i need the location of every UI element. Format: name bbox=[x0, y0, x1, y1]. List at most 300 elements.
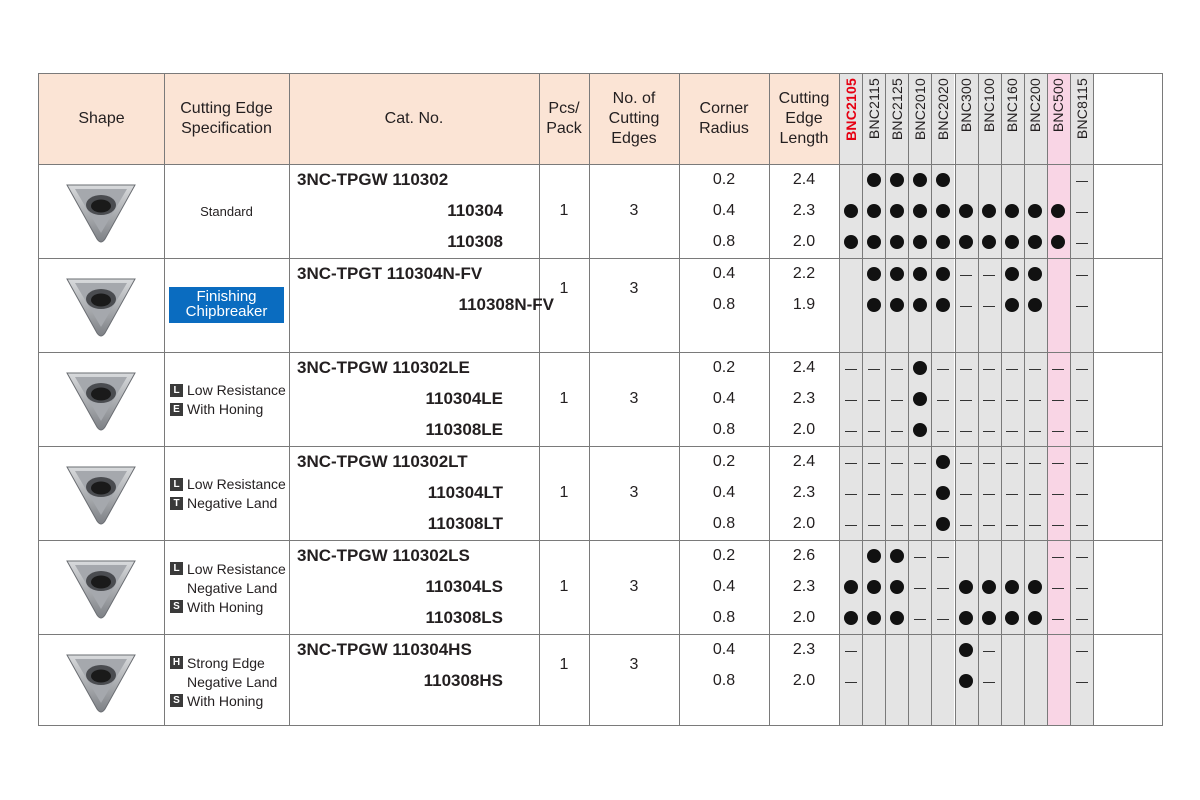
not-available-dash bbox=[1047, 611, 1070, 627]
not-available-dash bbox=[955, 517, 978, 533]
not-available-dash bbox=[955, 267, 978, 283]
not-available-dash bbox=[978, 517, 1001, 533]
availability-dot bbox=[1024, 267, 1047, 283]
spec-line bbox=[170, 672, 289, 691]
availability-dot bbox=[931, 173, 954, 189]
spec-line-text: Strong Edge bbox=[187, 654, 265, 671]
catalog-number: 110304LT bbox=[427, 483, 503, 502]
grade-name: BNC160 bbox=[1004, 78, 1021, 133]
not-available-dash bbox=[839, 517, 862, 533]
availability-dot bbox=[931, 486, 954, 502]
availability-dot bbox=[931, 298, 954, 314]
spec-letter-icon bbox=[170, 581, 183, 594]
not-available-dash bbox=[885, 486, 908, 502]
corner-radius: 0.2 bbox=[712, 547, 736, 564]
spec-letter-icon: L bbox=[170, 562, 183, 575]
column-divider bbox=[1093, 74, 1094, 725]
availability-dot bbox=[885, 580, 908, 596]
grade-name: BNC8115 bbox=[1073, 78, 1090, 140]
not-available-dash bbox=[908, 486, 931, 502]
grade-header bbox=[885, 74, 908, 164]
not-available-dash bbox=[978, 423, 1001, 439]
availability-dot bbox=[885, 611, 908, 627]
spec-line-text: Low Resistance bbox=[187, 476, 286, 492]
availability-dot bbox=[885, 298, 908, 314]
spec-line-text: With Honing bbox=[187, 692, 264, 709]
spec-line bbox=[170, 400, 289, 419]
availability-dot bbox=[1024, 611, 1047, 627]
spec-line-text: With Honing bbox=[187, 598, 264, 615]
not-available-dash bbox=[955, 423, 978, 439]
not-available-dash bbox=[839, 674, 862, 690]
availability-dot bbox=[931, 204, 954, 220]
corner-radius: 0.2 bbox=[712, 453, 736, 470]
not-available-dash bbox=[1070, 361, 1093, 377]
not-available-dash bbox=[908, 517, 931, 533]
availability-dot bbox=[1001, 580, 1024, 596]
availability-dot bbox=[908, 392, 931, 408]
availability-dot bbox=[885, 267, 908, 283]
availability-dot bbox=[839, 611, 862, 627]
not-available-dash bbox=[885, 423, 908, 439]
not-available-dash bbox=[862, 423, 885, 439]
header-edges-line: No. of bbox=[612, 90, 656, 107]
grade-name: BNC300 bbox=[958, 78, 975, 133]
header-length-line: Length bbox=[779, 130, 829, 147]
grade-name: BNC2010 bbox=[911, 78, 928, 141]
spec-letters bbox=[170, 559, 289, 616]
corner-radius: 0.8 bbox=[712, 515, 736, 532]
catalog-number: 3NC-TPGW 110302LS bbox=[297, 546, 470, 565]
not-available-dash bbox=[978, 643, 1001, 659]
availability-dot bbox=[1024, 580, 1047, 596]
corner-radius: 0.8 bbox=[712, 421, 736, 438]
not-available-dash bbox=[1024, 455, 1047, 471]
cutting-edges-count: 3 bbox=[629, 279, 639, 297]
not-available-dash bbox=[862, 392, 885, 408]
header-radius-line: Corner bbox=[699, 100, 749, 117]
availability-dot bbox=[862, 580, 885, 596]
catalog-number: 110308N-FV bbox=[458, 295, 554, 314]
spec-letter-icon: H bbox=[170, 656, 183, 669]
not-available-dash bbox=[1001, 423, 1024, 439]
cutting-edge-length: 2.0 bbox=[792, 515, 816, 532]
availability-dot bbox=[978, 611, 1001, 627]
grade-header bbox=[931, 74, 954, 164]
availability-dot bbox=[908, 298, 931, 314]
availability-dot bbox=[955, 674, 978, 690]
corner-radius: 0.8 bbox=[712, 233, 736, 250]
header-edges bbox=[589, 74, 679, 164]
spec-line-text: Low Resistance bbox=[187, 382, 286, 398]
cutting-edge-length: 2.0 bbox=[792, 233, 816, 250]
not-available-dash bbox=[955, 455, 978, 471]
cutting-edge-length: 2.4 bbox=[792, 453, 816, 470]
spec-letters bbox=[170, 653, 289, 710]
grade-name: BNC100 bbox=[981, 78, 998, 133]
catalog-number: 110304LS bbox=[425, 577, 503, 596]
pcs-per-pack: 1 bbox=[559, 655, 569, 673]
row-group-divider bbox=[39, 634, 1162, 635]
not-available-dash bbox=[1001, 517, 1024, 533]
row-group-divider bbox=[39, 540, 1162, 541]
not-available-dash bbox=[955, 392, 978, 408]
not-available-dash bbox=[931, 580, 954, 596]
header-catno-line: Cat. No. bbox=[384, 110, 444, 127]
spec-line bbox=[170, 559, 289, 578]
corner-radius: 0.8 bbox=[712, 672, 736, 689]
spec-standard bbox=[164, 165, 289, 258]
spec-letter-icon: S bbox=[170, 694, 183, 707]
not-available-dash bbox=[839, 486, 862, 502]
availability-dot bbox=[1024, 298, 1047, 314]
spec-line bbox=[170, 381, 289, 400]
not-available-dash bbox=[1070, 298, 1093, 314]
not-available-dash bbox=[1070, 580, 1093, 596]
spec-line bbox=[170, 494, 289, 513]
grade-header bbox=[862, 74, 885, 164]
not-available-dash bbox=[908, 455, 931, 471]
availability-dot bbox=[931, 267, 954, 283]
not-available-dash bbox=[978, 455, 1001, 471]
grade-name: BNC200 bbox=[1027, 78, 1044, 133]
not-available-dash bbox=[931, 392, 954, 408]
corner-radius: 0.8 bbox=[712, 296, 736, 313]
not-available-dash bbox=[978, 674, 1001, 690]
cutting-edge-length: 1.9 bbox=[792, 296, 816, 313]
triangle-insert-icon bbox=[61, 461, 141, 527]
availability-dot bbox=[1047, 235, 1070, 251]
not-available-dash bbox=[1047, 517, 1070, 533]
not-available-dash bbox=[1070, 455, 1093, 471]
availability-dot bbox=[1001, 298, 1024, 314]
availability-dot bbox=[978, 580, 1001, 596]
availability-dot bbox=[862, 173, 885, 189]
not-available-dash bbox=[1070, 611, 1093, 627]
availability-dot bbox=[955, 643, 978, 659]
not-available-dash bbox=[931, 423, 954, 439]
spec-line bbox=[170, 578, 289, 597]
availability-dot bbox=[908, 423, 931, 439]
header-edges-line: Cutting bbox=[608, 110, 660, 127]
grade-header bbox=[1047, 74, 1070, 164]
cutting-edges-count: 3 bbox=[629, 201, 639, 219]
catalog-number: 110308 bbox=[447, 232, 503, 251]
not-available-dash bbox=[1024, 392, 1047, 408]
not-available-dash bbox=[1024, 361, 1047, 377]
spec-letter-icon bbox=[170, 675, 183, 688]
availability-dot bbox=[1001, 235, 1024, 251]
header-radius bbox=[679, 74, 769, 164]
cutting-edge-length: 2.0 bbox=[792, 672, 816, 689]
not-available-dash bbox=[1024, 423, 1047, 439]
corner-radius: 0.4 bbox=[712, 390, 736, 407]
not-available-dash bbox=[1070, 204, 1093, 220]
pcs-per-pack: 1 bbox=[559, 201, 569, 219]
not-available-dash bbox=[1070, 486, 1093, 502]
corner-radius: 0.4 bbox=[712, 202, 736, 219]
not-available-dash bbox=[1047, 423, 1070, 439]
cutting-edge-length: 2.0 bbox=[792, 421, 816, 438]
availability-dot bbox=[1024, 204, 1047, 220]
availability-dot bbox=[862, 611, 885, 627]
availability-dot bbox=[908, 267, 931, 283]
not-available-dash bbox=[955, 298, 978, 314]
not-available-dash bbox=[931, 549, 954, 565]
spec-line bbox=[170, 475, 289, 494]
availability-dot bbox=[862, 204, 885, 220]
header-shape-line: Shape bbox=[78, 110, 125, 127]
not-available-dash bbox=[908, 580, 931, 596]
corner-radius: 0.4 bbox=[712, 641, 736, 658]
availability-dot bbox=[839, 580, 862, 596]
spec-line bbox=[170, 653, 289, 672]
triangle-insert-icon bbox=[61, 367, 141, 433]
not-available-dash bbox=[885, 517, 908, 533]
spec-letter-icon: L bbox=[170, 384, 183, 397]
header-spec-line: Specification bbox=[181, 120, 272, 137]
not-available-dash bbox=[1070, 392, 1093, 408]
header-shape bbox=[39, 74, 164, 164]
catalog-number: 110308LT bbox=[427, 514, 503, 533]
badge-line: Chipbreaker bbox=[185, 303, 268, 320]
availability-dot bbox=[908, 204, 931, 220]
catalog-number: 3NC-TPGW 110302 bbox=[297, 170, 449, 189]
catalog-number: 3NC-TPGW 110304HS bbox=[297, 640, 472, 659]
spec-line-text: Negative Land bbox=[187, 673, 278, 690]
cutting-edge-length: 2.3 bbox=[792, 202, 816, 219]
row-group-divider bbox=[39, 352, 1162, 353]
cutting-edge-length: 2.3 bbox=[792, 641, 816, 658]
header-catno bbox=[289, 74, 539, 164]
availability-dot bbox=[839, 204, 862, 220]
header-length-line: Cutting bbox=[778, 90, 830, 107]
availability-dot bbox=[862, 298, 885, 314]
availability-dot bbox=[908, 173, 931, 189]
availability-dot bbox=[908, 361, 931, 377]
availability-dot bbox=[1047, 204, 1070, 220]
not-available-dash bbox=[955, 486, 978, 502]
header-length bbox=[769, 74, 839, 164]
not-available-dash bbox=[1047, 361, 1070, 377]
row-group-divider bbox=[39, 446, 1162, 447]
not-available-dash bbox=[1070, 517, 1093, 533]
not-available-dash bbox=[1024, 517, 1047, 533]
not-available-dash bbox=[1070, 173, 1093, 189]
not-available-dash bbox=[1001, 486, 1024, 502]
grade-header bbox=[908, 74, 931, 164]
catalog-number: 110304LE bbox=[425, 389, 503, 408]
header-pcs-line: Pcs/ bbox=[548, 100, 580, 117]
corner-radius: 0.2 bbox=[712, 171, 736, 188]
cutting-edges-count: 3 bbox=[629, 389, 639, 407]
grade-header bbox=[1070, 74, 1093, 164]
grade-header bbox=[955, 74, 978, 164]
triangle-insert-icon bbox=[61, 273, 141, 339]
catalog-number: 3NC-TPGW 110302LT bbox=[297, 452, 468, 471]
cutting-edge-length: 2.4 bbox=[792, 359, 816, 376]
catalog-number: 3NC-TPGT 110304N-FV bbox=[297, 264, 483, 283]
not-available-dash bbox=[1070, 674, 1093, 690]
not-available-dash bbox=[862, 486, 885, 502]
availability-dot bbox=[1001, 204, 1024, 220]
cutting-edge-length: 2.6 bbox=[792, 547, 816, 564]
not-available-dash bbox=[1001, 392, 1024, 408]
spec-line bbox=[170, 597, 289, 616]
grade-name: BNC2020 bbox=[934, 78, 951, 141]
catalog-number: 110308HS bbox=[423, 671, 503, 690]
not-available-dash bbox=[978, 267, 1001, 283]
not-available-dash bbox=[885, 361, 908, 377]
not-available-dash bbox=[1047, 549, 1070, 565]
not-available-dash bbox=[978, 486, 1001, 502]
availability-dot bbox=[978, 204, 1001, 220]
availability-dot bbox=[862, 235, 885, 251]
triangle-insert-icon bbox=[61, 555, 141, 621]
not-available-dash bbox=[1047, 486, 1070, 502]
catalog-number: 110304 bbox=[447, 201, 503, 220]
availability-dot bbox=[931, 455, 954, 471]
availability-dot bbox=[955, 580, 978, 596]
availability-dot bbox=[955, 235, 978, 251]
not-available-dash bbox=[1070, 643, 1093, 659]
not-available-dash bbox=[862, 361, 885, 377]
availability-dot bbox=[862, 267, 885, 283]
corner-radius: 0.4 bbox=[712, 265, 736, 282]
not-available-dash bbox=[1070, 423, 1093, 439]
spec-line bbox=[170, 691, 289, 710]
spec-text: Standard bbox=[200, 204, 253, 219]
availability-dot bbox=[1001, 267, 1024, 283]
not-available-dash bbox=[978, 392, 1001, 408]
availability-dot bbox=[885, 549, 908, 565]
not-available-dash bbox=[839, 455, 862, 471]
pcs-per-pack: 1 bbox=[559, 483, 569, 501]
not-available-dash bbox=[862, 517, 885, 533]
cutting-edge-length: 2.3 bbox=[792, 578, 816, 595]
corner-radius: 0.8 bbox=[712, 609, 736, 626]
not-available-dash bbox=[1047, 455, 1070, 471]
triangle-insert-icon bbox=[61, 649, 141, 715]
grade-header bbox=[1024, 74, 1047, 164]
grade-name: BNC2125 bbox=[888, 78, 905, 141]
row-group-divider bbox=[39, 258, 1162, 259]
spec-line-text: With Honing bbox=[187, 401, 264, 417]
not-available-dash bbox=[931, 361, 954, 377]
catalog-number: 3NC-TPGW 110302LE bbox=[297, 358, 470, 377]
finishing-chipbreaker-badge bbox=[169, 287, 284, 323]
availability-dot bbox=[931, 517, 954, 533]
not-available-dash bbox=[839, 361, 862, 377]
not-available-dash bbox=[1047, 392, 1070, 408]
cutting-edge-length: 2.3 bbox=[792, 390, 816, 407]
spec-letter-icon: L bbox=[170, 478, 183, 491]
not-available-dash bbox=[978, 361, 1001, 377]
not-available-dash bbox=[839, 643, 862, 659]
not-available-dash bbox=[839, 392, 862, 408]
product-table bbox=[38, 73, 1163, 726]
pcs-per-pack: 1 bbox=[559, 577, 569, 595]
availability-dot bbox=[1024, 235, 1047, 251]
not-available-dash bbox=[955, 361, 978, 377]
not-available-dash bbox=[1001, 361, 1024, 377]
badge-line: Finishing bbox=[196, 288, 257, 305]
spec-line-text: Low Resistance bbox=[187, 560, 286, 577]
spec-letter-icon: E bbox=[170, 403, 183, 416]
catalog-number: 110308LS bbox=[425, 608, 503, 627]
availability-dot bbox=[839, 235, 862, 251]
availability-dot bbox=[1001, 611, 1024, 627]
cutting-edges-count: 3 bbox=[629, 655, 639, 673]
cutting-edge-length: 2.3 bbox=[792, 484, 816, 501]
pcs-per-pack: 1 bbox=[559, 389, 569, 407]
cutting-edge-length: 2.2 bbox=[792, 265, 816, 282]
corner-radius: 0.4 bbox=[712, 578, 736, 595]
availability-dot bbox=[885, 204, 908, 220]
spec-line-text: Negative Land bbox=[187, 495, 278, 511]
not-available-dash bbox=[1024, 486, 1047, 502]
header-spec bbox=[164, 74, 289, 164]
not-available-dash bbox=[839, 423, 862, 439]
triangle-insert-icon bbox=[61, 179, 141, 245]
cutting-edge-length: 2.0 bbox=[792, 609, 816, 626]
not-available-dash bbox=[1070, 549, 1093, 565]
availability-dot bbox=[885, 173, 908, 189]
catalog-number: 110308LE bbox=[425, 420, 503, 439]
cutting-edge-length: 2.4 bbox=[792, 171, 816, 188]
not-available-dash bbox=[1070, 235, 1093, 251]
not-available-dash bbox=[908, 611, 931, 627]
grade-name: BNC2105 bbox=[842, 78, 859, 141]
availability-dot bbox=[955, 611, 978, 627]
grade-name: BNC500 bbox=[1050, 78, 1067, 133]
availability-dot bbox=[955, 204, 978, 220]
not-available-dash bbox=[1001, 455, 1024, 471]
not-available-dash bbox=[978, 298, 1001, 314]
not-available-dash bbox=[931, 611, 954, 627]
availability-dot bbox=[862, 549, 885, 565]
availability-dot bbox=[931, 235, 954, 251]
spec-letter-icon: T bbox=[170, 497, 183, 510]
header-pcs bbox=[539, 74, 589, 164]
not-available-dash bbox=[862, 455, 885, 471]
not-available-dash bbox=[885, 455, 908, 471]
cutting-edges-count: 3 bbox=[629, 577, 639, 595]
not-available-dash bbox=[908, 549, 931, 565]
grade-header bbox=[978, 74, 1001, 164]
pcs-per-pack: 1 bbox=[559, 279, 569, 297]
grade-header bbox=[1001, 74, 1024, 164]
not-available-dash bbox=[1070, 267, 1093, 283]
not-available-dash bbox=[885, 392, 908, 408]
cutting-edges-count: 3 bbox=[629, 483, 639, 501]
spec-letter-icon: S bbox=[170, 600, 183, 613]
availability-dot bbox=[978, 235, 1001, 251]
header-length-line: Edge bbox=[785, 110, 823, 127]
header-spec-line: Cutting Edge bbox=[180, 100, 273, 117]
header-pcs-line: Pack bbox=[546, 120, 582, 137]
spec-letters bbox=[170, 381, 289, 419]
corner-radius: 0.2 bbox=[712, 359, 736, 376]
grade-name: BNC2115 bbox=[865, 78, 882, 140]
grade-header bbox=[839, 74, 862, 164]
availability-dot bbox=[885, 235, 908, 251]
not-available-dash bbox=[1047, 580, 1070, 596]
spec-letters bbox=[170, 475, 289, 513]
header-radius-line: Radius bbox=[699, 120, 749, 137]
corner-radius: 0.4 bbox=[712, 484, 736, 501]
header-edges-line: Edges bbox=[611, 130, 657, 147]
